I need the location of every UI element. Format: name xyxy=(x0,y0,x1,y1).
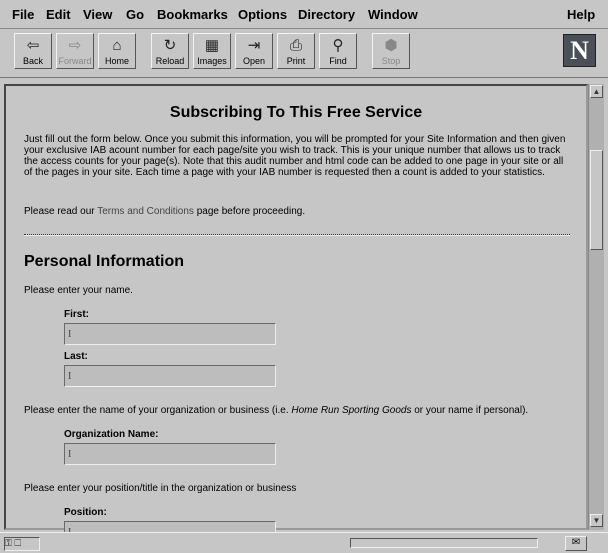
menu-bar xyxy=(0,0,608,29)
terms-prefix: Please read our xyxy=(24,206,98,217)
last-name-label: Last: xyxy=(64,351,88,362)
open-label: Open xyxy=(242,56,266,66)
home-button[interactable] xyxy=(98,33,136,69)
printer-icon: ⎙ xyxy=(289,37,302,54)
netscape-logo[interactable] xyxy=(563,34,596,67)
logo-letter: N xyxy=(570,36,589,65)
forward-arrow-icon: ⇨ xyxy=(68,37,82,54)
scroll-up-icon[interactable]: ▲ xyxy=(590,85,603,98)
terms-link[interactable]: Terms and Conditions xyxy=(97,206,194,217)
text-cursor-icon: I xyxy=(68,449,72,460)
images-button[interactable] xyxy=(193,33,231,69)
menu-bookmarks[interactable]: Bookmarks xyxy=(157,7,228,22)
forward-button[interactable] xyxy=(56,33,94,69)
menu-help[interactable]: Help xyxy=(567,7,596,22)
scroll-thumb[interactable] xyxy=(590,150,603,250)
organization-field[interactable] xyxy=(64,443,276,465)
position-label: Position: xyxy=(64,507,107,518)
text-cursor-icon: I xyxy=(68,329,72,340)
last-name-field[interactable] xyxy=(64,365,276,387)
status-bar xyxy=(0,532,608,553)
security-key-icon: ⚿ ☐ xyxy=(4,537,40,551)
open-icon: ⇥ xyxy=(247,37,261,54)
back-label: Back xyxy=(22,56,43,66)
org-prompt xyxy=(24,405,574,416)
home-label: Home xyxy=(104,56,129,66)
find-button[interactable] xyxy=(319,33,357,69)
back-arrow-icon: ⇦ xyxy=(26,37,40,54)
images-label: Images xyxy=(197,56,227,66)
web-page xyxy=(6,86,586,528)
find-label: Find xyxy=(329,56,347,66)
menu-file[interactable]: File xyxy=(12,7,35,22)
vertical-scrollbar[interactable] xyxy=(588,84,604,530)
section-heading: Personal Information xyxy=(24,253,185,270)
first-name-field[interactable] xyxy=(64,323,276,345)
binoculars-icon: ⚲ xyxy=(332,37,344,54)
first-name-label: First: xyxy=(64,309,89,320)
images-icon: ▦ xyxy=(204,37,220,54)
reload-icon: ↻ xyxy=(163,37,177,54)
menu-window[interactable]: Window xyxy=(368,7,418,22)
stop-button[interactable] xyxy=(372,33,410,69)
home-icon: ⌂ xyxy=(112,37,122,54)
back-button[interactable] xyxy=(14,33,52,69)
stop-icon: ⬢ xyxy=(384,37,398,54)
intro-text: Just fill out the form below. Once you submit this information, you will be prompted for your Site Information and then given your exclusive IAB acount number for each page/site you wish to track. This is your unique number that allows us to track the access counts for your page(s). Note that this audit number and html code can be added to one page in your site or all of the pages in your site. Each time a page with your IAB number is requested then a count is added to your statistics. xyxy=(24,134,566,178)
page-title: Subscribing To This Free Service xyxy=(169,104,423,121)
org-prompt-suffix: or your name if personal). xyxy=(411,405,529,416)
org-prompt-prefix: Please enter the name of your organization or business (i.e. xyxy=(24,405,292,416)
organization-label: Organization Name: xyxy=(64,429,159,440)
menu-view[interactable]: View xyxy=(83,7,113,22)
progress-bar xyxy=(350,538,538,548)
reload-button[interactable] xyxy=(151,33,189,69)
text-cursor-icon: I xyxy=(68,371,72,382)
scroll-down-icon[interactable]: ▼ xyxy=(590,514,603,527)
open-button[interactable] xyxy=(235,33,273,69)
print-label: Print xyxy=(286,56,306,66)
menu-options[interactable]: Options xyxy=(238,7,288,22)
print-button[interactable] xyxy=(277,33,315,69)
toolbar xyxy=(0,29,608,78)
stop-label: Stop xyxy=(381,56,401,66)
terms-sentence xyxy=(24,206,574,217)
position-prompt: Please enter your position/title in the organization or business xyxy=(24,483,297,494)
org-prompt-example: Home Run Sporting Goods xyxy=(291,405,412,416)
divider xyxy=(24,234,570,236)
menu-directory[interactable]: Directory xyxy=(298,7,356,22)
name-prompt: Please enter your name. xyxy=(24,285,133,296)
terms-suffix: page before proceeding. xyxy=(193,206,306,217)
forward-label: Forward xyxy=(58,56,92,66)
menu-edit[interactable]: Edit xyxy=(46,7,71,22)
menu-go[interactable]: Go xyxy=(126,7,145,22)
content-area xyxy=(4,84,588,530)
reload-label: Reload xyxy=(155,56,185,66)
mail-icon[interactable]: ✉ xyxy=(565,536,587,551)
